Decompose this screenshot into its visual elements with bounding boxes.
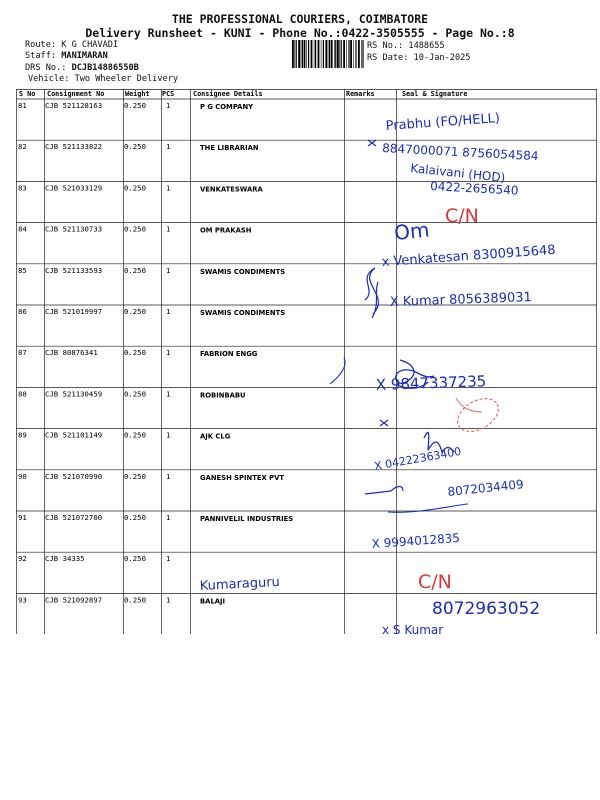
table-row (18, 225, 252, 235)
col-header-signature: Seal & Signature (402, 90, 468, 98)
barcode-bar (298, 40, 300, 68)
table-body (18, 101, 293, 605)
cell-pcs: 1 (166, 471, 171, 481)
cell-weight: 0.250 (124, 265, 146, 275)
barcode-bar (346, 40, 347, 68)
handwriting-phone: 0422-2656540 (429, 179, 519, 198)
cell-consignee: FABRION ENGG (200, 350, 258, 359)
col-header-consignee: Consignee Details (193, 90, 263, 98)
cell-consignee: AJK CLG (200, 432, 231, 441)
barcode-bar (337, 40, 339, 68)
barcode-bar (296, 40, 297, 68)
cell-pcs: 1 (166, 224, 171, 234)
table-grid (16, 89, 597, 634)
route-text: Route: K G CHAVADI (25, 40, 119, 50)
col-header-consignment: Consignment No (47, 90, 105, 98)
barcode-bar (314, 40, 315, 68)
barcode-bar (323, 40, 324, 68)
barcode-bar (308, 40, 309, 68)
barcode-bar (341, 40, 342, 68)
handwriting-phone: 8072963052 (432, 599, 541, 619)
cell-consignee: SWAMIS CONDIMENTS (200, 267, 286, 276)
barcode-bar (321, 40, 322, 68)
table-row (18, 554, 170, 563)
cell-sno: 92 (18, 554, 27, 564)
barcode-bar (353, 40, 354, 68)
cell-pcs: 1 (166, 513, 171, 522)
runsheet-subtitle: Delivery Runsheet - KUNI - Phone No.:0422-3505555 - Page No.:8 (85, 26, 515, 40)
cell-sno: 81 (18, 101, 27, 110)
cell-weight: 0.250 (124, 430, 146, 440)
cell-weight: 0.250 (124, 348, 146, 358)
cell-consignee: PANNIVELIL INDUSTRIES (200, 515, 294, 523)
staff-line (25, 51, 108, 61)
company-title: THE PROFESSIONAL COURIERS, COIMBATORE (171, 12, 429, 26)
barcode-bar (304, 40, 306, 68)
cell-consignment: CJB 521130459 (45, 389, 103, 399)
handwriting-name-phone: X Kumar 8056389031 (389, 290, 533, 310)
cell-weight: 0.250 (124, 307, 146, 316)
runsheet-table (16, 89, 597, 634)
cell-pcs: 1 (166, 142, 171, 152)
cell-weight: 0.250 (124, 554, 146, 564)
cell-weight: 0.250 (124, 471, 146, 481)
col-header-remarks: Remarks (346, 90, 375, 98)
cell-consignee: ROBINBABU (200, 391, 246, 400)
rs-number: RS No.: 1488655 (367, 41, 445, 51)
table-row (18, 431, 231, 441)
cell-consignment: CJB 521128163 (45, 101, 103, 110)
cell-weight: 0.250 (124, 595, 146, 605)
table-row (18, 348, 258, 358)
cell-weight: 0.250 (124, 101, 146, 110)
barcode-bar (311, 40, 313, 68)
cell-consignment: CJB 521070990 (45, 471, 103, 481)
cell-consignment: CJB 521133593 (45, 265, 103, 275)
table-row (18, 595, 225, 605)
cell-consignee: VENKATESWARA (200, 185, 263, 194)
vehicle-text: Vehicle: Two Wheeler Delivery (28, 74, 179, 84)
col-header-weight: Weight (125, 90, 150, 98)
cell-consignment: CJB 521092897 (45, 595, 103, 605)
handwriting-name: Kumaraguru (199, 574, 281, 594)
cell-pcs: 1 (166, 389, 171, 399)
barcode-bar (301, 40, 302, 68)
barcode-bar (334, 40, 335, 68)
barcode-bar (328, 40, 329, 68)
table-row (18, 513, 293, 523)
handwriting-name: x S Kumar (382, 623, 444, 637)
cell-sno: 86 (18, 307, 27, 316)
staff-label: Staff: (25, 51, 62, 61)
cell-weight: 0.250 (124, 513, 146, 522)
barcode-bar (362, 40, 363, 68)
staff-value: MANIMARAN (61, 51, 108, 61)
table-row (18, 183, 263, 193)
handwriting-phone: X 04222363400 (373, 444, 463, 473)
cell-weight: 0.250 (124, 142, 146, 152)
cell-sno: 89 (18, 430, 27, 440)
barcode-bar (331, 40, 333, 68)
handwriting-name-phone: x Venkatesan 8300915648 (381, 242, 556, 270)
barcode-bar (292, 40, 294, 68)
cell-weight: 0.250 (124, 389, 146, 399)
barcode-bar (302, 40, 303, 68)
table-row (18, 472, 284, 482)
cell-sno: 82 (18, 142, 27, 152)
cell-sno: 90 (18, 471, 27, 481)
cell-pcs: 1 (166, 101, 171, 110)
cell-consignment: CJB 521072700 (45, 513, 103, 522)
table-row (18, 307, 285, 317)
cell-consignee: OM PRAKASH (200, 226, 252, 235)
handwriting-cn-mark: C/N (418, 571, 452, 593)
cell-weight: 0.250 (124, 224, 146, 234)
cell-consignee: BALAJI (200, 597, 226, 606)
barcode-bar (361, 40, 362, 68)
handwriting-phone: 8072034409 (446, 477, 525, 499)
cell-sno: 84 (18, 224, 27, 234)
cell-sno: 83 (18, 183, 27, 193)
drs-line (25, 63, 139, 73)
cell-consignment: CJB 34335 (45, 554, 85, 564)
cell-pcs: 1 (166, 554, 171, 564)
cell-consignee: THE LIBRARIAN (200, 144, 259, 153)
cell-pcs: 1 (166, 183, 171, 193)
col-header-sno: S No (19, 90, 36, 98)
barcode-bar (358, 40, 360, 68)
rs-date: RS Date: 10-Jan-2025 (367, 53, 471, 63)
cell-consignee: GANESH SPINTEX PVT (200, 473, 284, 482)
table-header (19, 90, 467, 98)
drs-label: DRS No.: (25, 63, 72, 73)
cell-sno: 88 (18, 389, 27, 399)
barcode-bar (355, 40, 356, 68)
cell-pcs: 1 (166, 430, 171, 440)
cell-pcs: 1 (166, 265, 171, 275)
table-row (18, 389, 246, 399)
barcode-bar (294, 40, 295, 68)
cell-consignment: CJB 521101149 (45, 430, 103, 440)
cell-sno: 91 (18, 513, 27, 522)
barcode-bar (339, 40, 340, 68)
barcode-bar (329, 40, 330, 68)
cell-consignment: CJB 521130733 (45, 224, 103, 234)
cell-pcs: 1 (166, 348, 171, 358)
handwriting-phone: X 9847337235 (375, 372, 487, 394)
barcode-bar (318, 40, 320, 68)
cell-consignment: CJB 521133822 (45, 142, 103, 152)
handwriting-contact-name: Prabhu (FO/HELL) (385, 111, 501, 134)
cell-sno: 85 (18, 265, 27, 275)
cell-consignee: SWAMIS CONDIMENTS (200, 309, 286, 317)
col-header-pcs: PCS (162, 90, 175, 98)
handwriting-name: Kalaivani (HOD) (409, 161, 506, 185)
barcode-bar (325, 40, 327, 68)
cell-consignment: CJB 80876341 (45, 348, 98, 358)
table-row (18, 266, 285, 276)
cell-pcs: 1 (166, 595, 171, 605)
drs-value: DCJB14886550B (71, 63, 139, 73)
handwriting-cn-mark: C/N (445, 205, 479, 227)
cell-pcs: 1 (166, 307, 171, 316)
table-row (18, 101, 253, 111)
handwriting-phone: X 9994012835 (371, 530, 461, 551)
handwriting-phone: 8847000071 8756054584 (381, 141, 539, 164)
handwriting-signature: Om (393, 217, 431, 245)
barcode-bar (335, 40, 336, 68)
cell-weight: 0.250 (124, 183, 146, 193)
barcode-bar (306, 40, 307, 68)
barcode-bar (343, 40, 345, 68)
barcode-bar (350, 40, 352, 68)
barcode-image (292, 40, 364, 68)
barcode-bar (348, 40, 349, 68)
cell-consignee: P G COMPANY (200, 103, 254, 111)
cell-consignment: CJB 521033129 (45, 183, 103, 193)
barcode-bar (315, 40, 316, 68)
cell-sno: 87 (18, 348, 27, 358)
cell-consignment: CJB 521019997 (45, 307, 103, 316)
cell-sno: 93 (18, 595, 27, 605)
table-row (18, 142, 259, 152)
